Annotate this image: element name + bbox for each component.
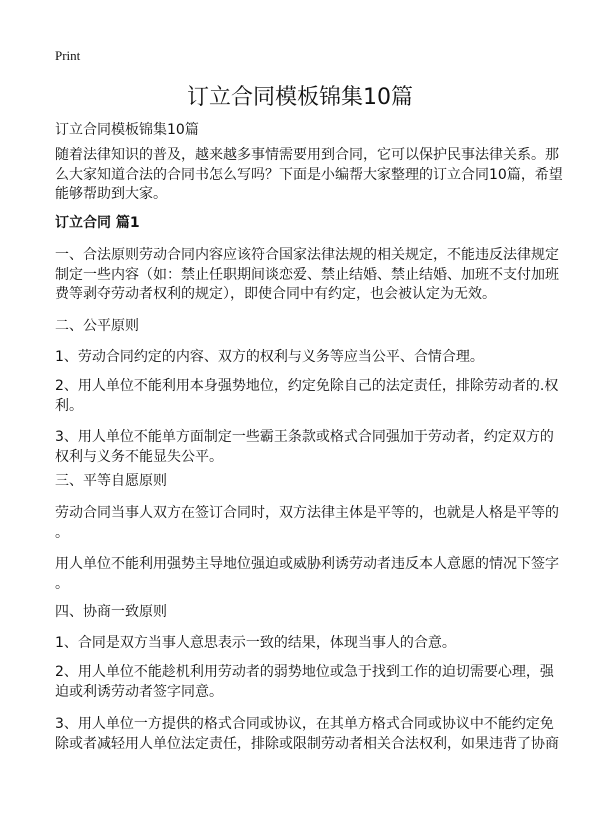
text-line: 1、合同是双方当事人意思表示一致的结果，体现当事人的合意。 (55, 635, 456, 651)
text-line: 劳动合同当事人双方在签订合同时，双方法律主体是平等的，也就是人格是平等的 (55, 505, 559, 521)
text-line: 2、用人单位不能利用本身强势地位，约定免除自己的法定责任，排除劳动者的.权 (55, 378, 559, 394)
paragraph (55, 317, 555, 337)
text-line: 。 (55, 524, 69, 541)
text-line: 除或者减轻用人单位法定责任，排除或限制劳动者相关合法权利，如果违背了协商 (55, 735, 559, 752)
print-link[interactable]: Print (55, 48, 81, 63)
paragraph (55, 634, 555, 654)
text-line: 四、协商一致原则 (55, 604, 167, 620)
text-line: 3、用人单位不能单方面制定一些霸王条款或格式合同强加于劳动者，约定双方的 (55, 429, 554, 445)
paragraph (55, 472, 555, 492)
paragraph (55, 246, 559, 305)
paragraph (55, 715, 559, 754)
paragraph (55, 555, 559, 594)
text-line: 订立合同 篇1 (55, 215, 140, 231)
text-line: 3、用人单位一方提供的格式合同或协议，在其单方格式合同或协议中不能约定免 (55, 716, 554, 732)
paragraph (55, 348, 555, 368)
text-line: 能够帮助到大家。 (55, 186, 167, 202)
section-heading (55, 214, 555, 234)
text-line: 二、公平原则 (55, 318, 139, 334)
text-line: 随着法律知识的普及，越来越多事情需要用到合同，它可以保护民事法律关系。那 (55, 147, 559, 163)
text-line: 2、用人单位不能趁机利用劳动者的弱势地位或急于找到工作的迫切需要心理，强 (55, 664, 554, 680)
text-line: 。 (55, 575, 69, 592)
text-line: 三、平等自愿原则 (55, 473, 167, 489)
paragraph (55, 663, 555, 702)
paragraph (55, 377, 559, 416)
text-line: 权利与义务不能显失公平。 (55, 448, 223, 465)
text-line: 迫或利诱劳动者签字同意。 (55, 683, 223, 700)
page-title: 订立合同模板锦集10篇 (187, 85, 413, 110)
text-line: 么大家知道合法的合同书怎么写吗？下面是小编帮大家整理的订立合同10篇，希望 (55, 166, 563, 183)
text-line: 制定一些内容（如：禁止任职期间谈恋爱、禁止结婚、禁止结婚、加班不支付加班 (55, 266, 559, 283)
text-line: 利。 (55, 397, 83, 414)
paragraph (55, 504, 559, 543)
text-line: 费等剥夺劳动者权利的规定），即使合同中有约定，也会被认定为无效。 (55, 286, 496, 302)
paragraph (55, 428, 555, 467)
text-line: 1、劳动合同约定的内容、双方的权利与义务等应当公平、合情合理。 (55, 349, 484, 365)
text-line: 一、合法原则劳动合同内容应该符合国家法律法规的相关规定，不能违反法律规定 (55, 247, 559, 263)
intro-paragraph (55, 146, 563, 205)
text-line: 用人单位不能利用强势主导地位强迫或威胁利诱劳动者违反本人意愿的情况下签字 (55, 556, 559, 572)
paragraph (55, 603, 555, 623)
document-subtitle: 订立合同模板锦集10篇 (55, 122, 199, 138)
